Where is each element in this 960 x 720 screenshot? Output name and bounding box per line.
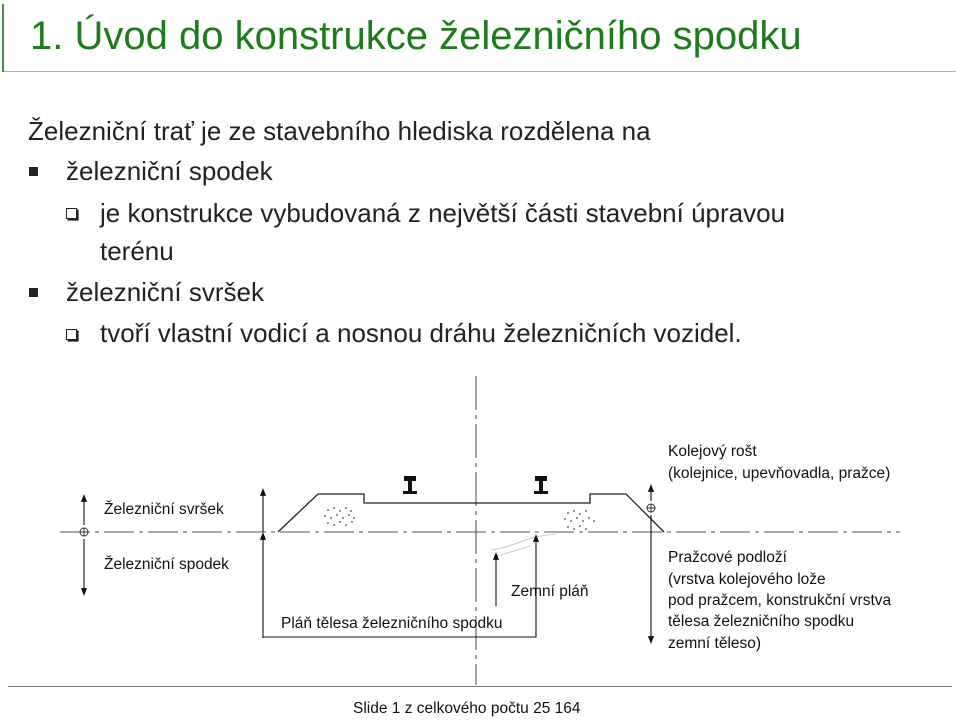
label-kolejovy-rost: Kolejový rošt [668,443,757,460]
ballast-dots-right [564,510,595,530]
label-kolejovy-rost-detail: (kolejnice, upevňovadla, pražce) [668,465,891,482]
label-prazcove-podlozi: Pražcové podloží [668,549,787,566]
subgrade-slope-hatching [492,534,556,556]
intro-text: Železniční trať je ze stavebního hlediska rozdělena na [28,116,651,146]
label-zeleznicni-svrsek: Železniční svršek [104,501,224,518]
label-prazcove-podlozi-line3: pod pražcem, konstrukční vrstva [668,592,892,609]
square-bullet-icon [29,288,38,297]
list-item-svrsek: železniční svršek [66,277,264,307]
label-prazcove-podlozi-line5: zemní těleso) [668,635,762,652]
slide-footer: Slide 1 z celkového počtu 25 164 [353,700,581,717]
square-bullet-icon [29,167,38,176]
ballast-profile [278,494,664,532]
label-prazcove-podlozi-line4: tělesa železničního spodku [668,613,855,630]
rail-right-icon [534,476,548,494]
title-bar [0,0,960,76]
label-plan-telesa: Pláň tělesa železničního spodku [281,615,503,632]
track-cross-section-diagram [0,370,960,690]
title-accent-line [2,4,4,72]
label-prazcove-podlozi-line2: (vrstva kolejového lože [668,571,826,588]
list-item-spodek: železniční spodek [66,156,273,186]
box-bullet-icon [66,329,77,340]
box-bullet-icon [66,208,77,219]
slide-title: 1. Úvod do konstrukce železničního spodku [30,14,802,58]
sub-item-svrsek: tvoří vlastní vodicí a nosnou dráhu železničních vozidel. [100,318,742,348]
sub-item-spodek-line1: je konstrukce vybudovaná z největší části stavební úpravou [100,198,786,228]
sub-item-spodek-line2: terénu [100,236,174,266]
cross-section-drawing [0,370,960,690]
rail-left-icon [403,476,417,494]
label-zemni-plan: Zemní pláň [511,583,589,600]
ballast-dots-left [324,507,355,526]
footer-divider [8,686,952,687]
title-divider [4,71,956,72]
label-zeleznicni-spodek: Železniční spodek [104,556,229,573]
